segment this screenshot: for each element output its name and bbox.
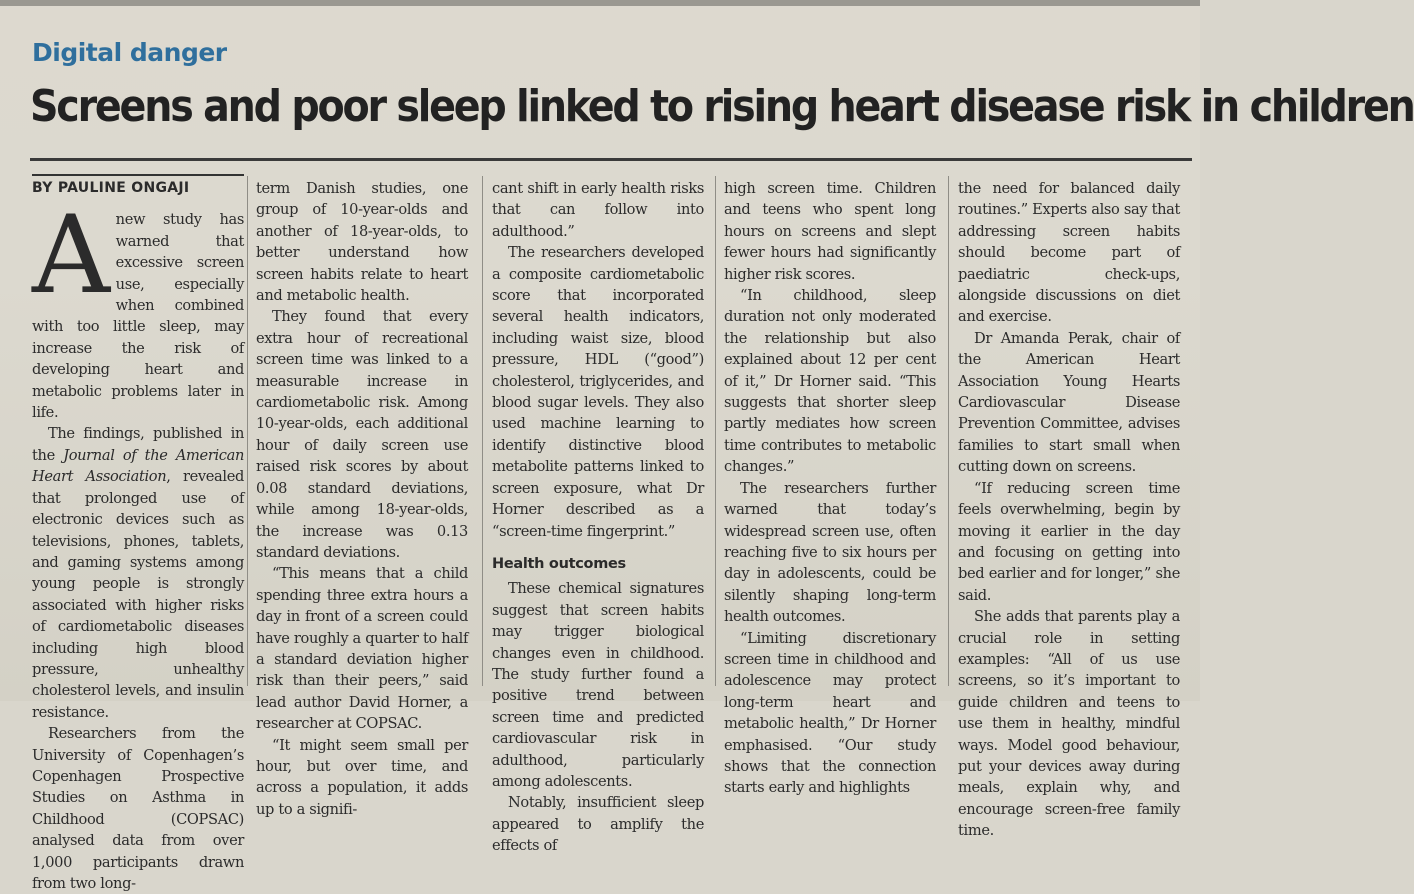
column-divider — [482, 176, 483, 686]
article-column-2 — [256, 178, 468, 820]
paragraph: These chemical signatures suggest that screen habits may trigger biological changes even in childhood. The study further found a positive trend between screen time and predicted cardiovascular risk in adulthood, particularly among adolescents. — [492, 580, 704, 790]
headline-rule — [30, 158, 1192, 161]
paragraph: term Danish studies, one group of 10-year-olds and another of 18-year-olds, to better understand how screen habits relate to heart and metabolic health. — [256, 180, 468, 305]
section-kicker: Digital danger — [32, 38, 227, 67]
article-column-1 — [32, 178, 244, 894]
headline: Screens and poor sleep linked to rising heart disease risk in children — [30, 81, 1414, 132]
article-column-4 — [724, 178, 936, 799]
column-divider — [247, 176, 248, 686]
byline: BY PAULINE ONGAJI — [32, 180, 190, 196]
paragraph: They found that every extra hour of recreational screen time was linked to a measurable increase in cardiometabolic risk. Among 10-year-olds, each additional hour of daily screen use raised risk scores by about 0.08 standard deviations, while among 18-year-olds, the increase was 0.13 standard deviations. — [256, 308, 468, 561]
paragraph: The researchers further warned that today’s widespread screen use, often reaching five to six hours per day in adolescents, could be silently shaping long-term health outcomes. — [724, 479, 936, 626]
paragraph: “This means that a child spending three extra hours a day in front of a screen could have roughly a quarter to half a standard deviation higher risk than their peers,” said lead author David Horner, a researcher at COPSAC. — [256, 565, 468, 733]
paragraph: The findings, published in the Journal of the American Heart Association, revealed that prolonged use of electronic devices such as televisions, phones, tablets, and gaming systems among young people is strongly associated with higher risks of cardiometabolic diseases including high blood pressure, unhealthy cholesterol levels, and insulin resistance. — [32, 425, 244, 721]
column-divider — [715, 176, 716, 686]
paragraph: the need for balanced daily routines.” Experts also say that addressing screen habits should become part of paediatric check-ups, alongside discussions on diet and exercise. — [958, 180, 1180, 326]
column-divider — [948, 176, 949, 686]
subheading: Health outcomes — [492, 555, 626, 572]
paragraph: “If reducing screen time feels overwhelming, begin by moving it earlier in the day and focusing on getting into bed earlier and for longer,” she said. — [958, 479, 1180, 604]
article-column-3 — [492, 178, 704, 857]
lead-paragraph: Anew study has warned that excessive screen use, especially when combined with too little sleep, may increase the risk of developing heart and metabolic problems later in life. — [32, 193, 244, 422]
paragraph: “Limiting discretionary screen time in childhood and adolescence may protect long-term heart and metabolic health,” Dr Horner emphasised. “Our study shows that the connection starts early and highlights — [724, 629, 936, 797]
paragraph: high screen time. Children and teens who spent long hours on screens and slept fewer hours had significantly higher risk scores. — [724, 180, 936, 283]
journal-name: Journal of the American Heart Association — [32, 446, 244, 486]
drop-cap: A — [32, 193, 110, 319]
paragraph: Notably, insufficient sleep appeared to amplify the effects of — [492, 794, 704, 855]
paragraph: cant shift in early health risks that can follow into adulthood.” — [492, 180, 704, 240]
byline-rule — [32, 174, 244, 176]
paragraph: Dr Amanda Perak, chair of the American Heart Association Young Hearts Cardiovascular Disease Prevention Committee, advises families to start small when cutting down on screens. — [958, 329, 1180, 476]
paragraph: “In childhood, sleep duration not only moderated the relationship but also explained about 12 per cent of it,” Dr Horner said. “This suggests that shorter sleep partly mediates how screen time contributes to metabolic changes.” — [724, 287, 936, 476]
paragraph: “It might seem small per hour, but over time, and across a population, it adds up to a signifi- — [256, 736, 468, 818]
paragraph: She adds that parents play a crucial role in setting examples: “All of us use screens, so it’s important to guide children and teens to use them in healthy, mindful ways. Model good behaviour, put your devices away during meals, explain why, and encourage screen-free family time. — [958, 608, 1180, 840]
top-rule — [0, 0, 1200, 6]
paragraph: The researchers developed a composite cardiometabolic score that incorporated several health indicators, including waist size, blood pressure, HDL (“good”) cholesterol, triglycerides, and blood sugar levels. They also used machine learning to identify distinctive blood metabolite patterns linked to screen exposure, what Dr Horner described as a “screen-time fingerprint.” — [492, 244, 704, 540]
paragraph: Researchers from the University of Copenhagen’s Copenhagen Prospective Studies on Asthma in Childhood (COPSAC) analysed data from over 1,000 participants drawn from two long- — [32, 725, 244, 892]
article-column-5 — [958, 178, 1180, 842]
